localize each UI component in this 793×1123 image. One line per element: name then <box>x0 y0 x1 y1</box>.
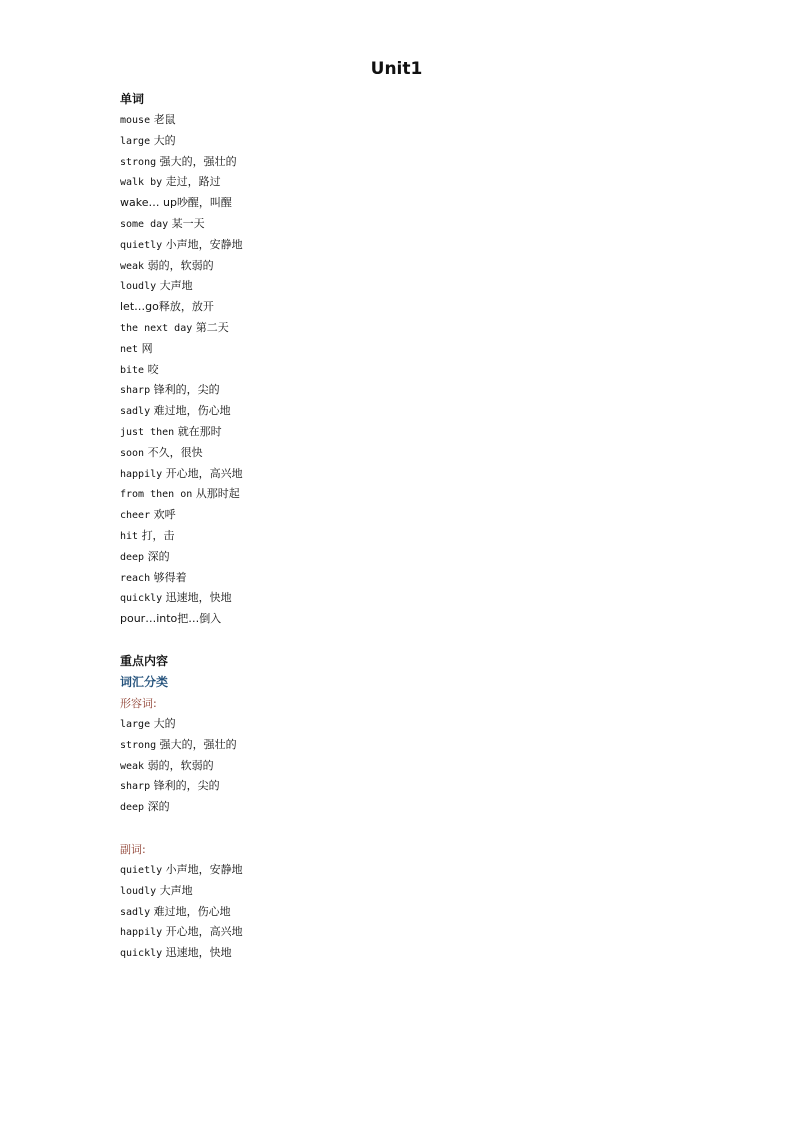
chinese-meaning: 释放，放开 <box>158 300 214 314</box>
english-word: happily <box>120 468 163 480</box>
chinese-meaning: 大的 <box>153 716 176 730</box>
chinese-meaning: 就在那时 <box>177 424 222 438</box>
chinese-meaning: 老鼠 <box>153 113 176 126</box>
section-gap <box>120 630 680 651</box>
chinese-meaning: 小声地，安静地 <box>165 862 243 876</box>
chinese-meaning: 难过地，伤心地 <box>153 904 231 918</box>
chinese-meaning: 咬 <box>147 362 159 376</box>
english-word: wake… up <box>120 196 177 210</box>
vocab-item <box>120 318 680 339</box>
chinese-meaning: 大的 <box>153 133 176 147</box>
english-word: net <box>120 343 139 355</box>
english-word: just then <box>120 426 175 438</box>
chinese-meaning: 从那时起 <box>195 487 240 501</box>
english-word: sadly <box>120 406 151 418</box>
chinese-meaning: 够得着 <box>153 570 187 584</box>
english-word: sadly <box>120 906 151 918</box>
chinese-meaning: 迅速地，快地 <box>165 591 232 605</box>
vocab-item <box>120 443 680 464</box>
vocab-item <box>120 902 680 923</box>
english-word: deep <box>120 551 145 563</box>
english-word: bite <box>120 364 145 376</box>
vocab-list <box>120 110 680 630</box>
vocab-item <box>120 131 680 152</box>
vocab-item <box>120 860 680 881</box>
vocab-item <box>120 526 680 547</box>
english-word: cheer <box>120 510 151 522</box>
english-word: pour…into <box>120 612 178 626</box>
english-word: quickly <box>120 948 163 960</box>
chinese-meaning: 强大的，强壮的 <box>159 737 237 751</box>
chinese-meaning: 弱的，软弱的 <box>147 258 214 272</box>
vocab-item <box>120 756 680 777</box>
vocab-item <box>120 360 680 381</box>
chinese-meaning: 开心地，高兴地 <box>165 925 243 939</box>
chinese-meaning: 深的 <box>147 549 170 563</box>
chinese-meaning: 强大的，强壮的 <box>159 154 237 168</box>
english-word: mouse <box>120 115 151 126</box>
english-word: the next day <box>120 322 193 334</box>
vocab-item <box>120 484 680 505</box>
vocab-item <box>120 401 680 422</box>
chinese-meaning: 打，击 <box>141 528 175 542</box>
vocab-item <box>120 735 680 756</box>
english-word: deep <box>120 802 145 814</box>
vocab-item <box>120 172 680 193</box>
english-word: strong <box>120 739 157 751</box>
vocab-item <box>120 256 680 277</box>
vocab-item <box>120 568 680 589</box>
vocab-item <box>120 339 680 360</box>
chinese-meaning: 锋利的，尖的 <box>153 383 220 397</box>
vocab-item <box>120 943 680 964</box>
category-gap <box>120 818 680 839</box>
chinese-meaning: 吵醒，叫醒 <box>176 196 232 210</box>
english-word: large <box>120 135 151 147</box>
vocab-item <box>120 464 680 485</box>
english-word: happily <box>120 927 163 939</box>
adjective-list <box>120 714 680 818</box>
english-word: large <box>120 718 151 730</box>
chinese-meaning: 走过，路过 <box>165 175 221 189</box>
vocab-item <box>120 881 680 902</box>
english-word: quietly <box>120 239 163 251</box>
chinese-meaning: 把…倒入 <box>177 612 222 626</box>
chinese-meaning: 难过地，伤心地 <box>153 404 231 418</box>
english-word: hit <box>120 530 139 542</box>
vocab-item <box>120 235 680 256</box>
page-title: Unit1 <box>370 59 423 79</box>
vocab-item <box>120 422 680 443</box>
vocab-item <box>120 193 680 214</box>
vocab-item <box>120 214 680 235</box>
english-word: quickly <box>120 593 163 605</box>
chinese-meaning: 某一天 <box>171 216 205 230</box>
english-word: weak <box>120 760 145 772</box>
english-word: loudly <box>120 281 157 293</box>
vocab-item <box>120 922 680 943</box>
chinese-meaning: 迅速地，快地 <box>165 946 232 960</box>
vocab-item <box>120 776 680 797</box>
vocab-item <box>120 505 680 526</box>
vocab-item <box>120 152 680 173</box>
chinese-meaning: 网 <box>141 341 153 355</box>
english-word: strong <box>120 156 157 168</box>
chinese-meaning: 欢呼 <box>153 508 176 522</box>
english-word: quietly <box>120 864 163 876</box>
adjectives-label: 形容词: <box>120 696 157 710</box>
english-word: let…go <box>120 300 159 314</box>
vocab-item <box>120 547 680 568</box>
adverbs-label: 副词: <box>120 842 146 856</box>
adverb-list <box>120 860 680 964</box>
english-word: some day <box>120 218 169 230</box>
vocab-item <box>120 588 680 609</box>
english-word: sharp <box>120 781 151 793</box>
classification-heading: 词汇分类 <box>120 674 169 689</box>
english-word: loudly <box>120 885 157 897</box>
chinese-meaning: 小声地，安静地 <box>165 237 243 251</box>
vocab-item <box>120 297 680 318</box>
vocab-heading: 单词 <box>120 92 145 106</box>
chinese-meaning: 锋利的，尖的 <box>153 779 220 793</box>
english-word: from then on <box>120 489 193 501</box>
vocab-item <box>120 714 680 735</box>
chinese-meaning: 深的 <box>147 800 170 814</box>
document-content <box>120 89 680 964</box>
vocab-item <box>120 609 680 630</box>
chinese-meaning: 大声地 <box>159 883 193 897</box>
english-word: reach <box>120 572 151 584</box>
english-word: walk by <box>120 177 163 189</box>
english-word: weak <box>120 260 145 272</box>
vocab-item <box>120 797 680 818</box>
chinese-meaning: 开心地，高兴地 <box>165 466 243 480</box>
vocab-item <box>120 380 680 401</box>
chinese-meaning: 弱的，软弱的 <box>147 758 214 772</box>
chinese-meaning: 大声地 <box>159 279 193 293</box>
chinese-meaning: 不久，很快 <box>147 445 203 459</box>
vocab-item <box>120 276 680 297</box>
vocab-item <box>120 110 680 131</box>
key-heading: 重点内容 <box>120 653 169 668</box>
chinese-meaning: 第二天 <box>195 320 229 334</box>
english-word: soon <box>120 447 145 459</box>
english-word: sharp <box>120 385 151 397</box>
